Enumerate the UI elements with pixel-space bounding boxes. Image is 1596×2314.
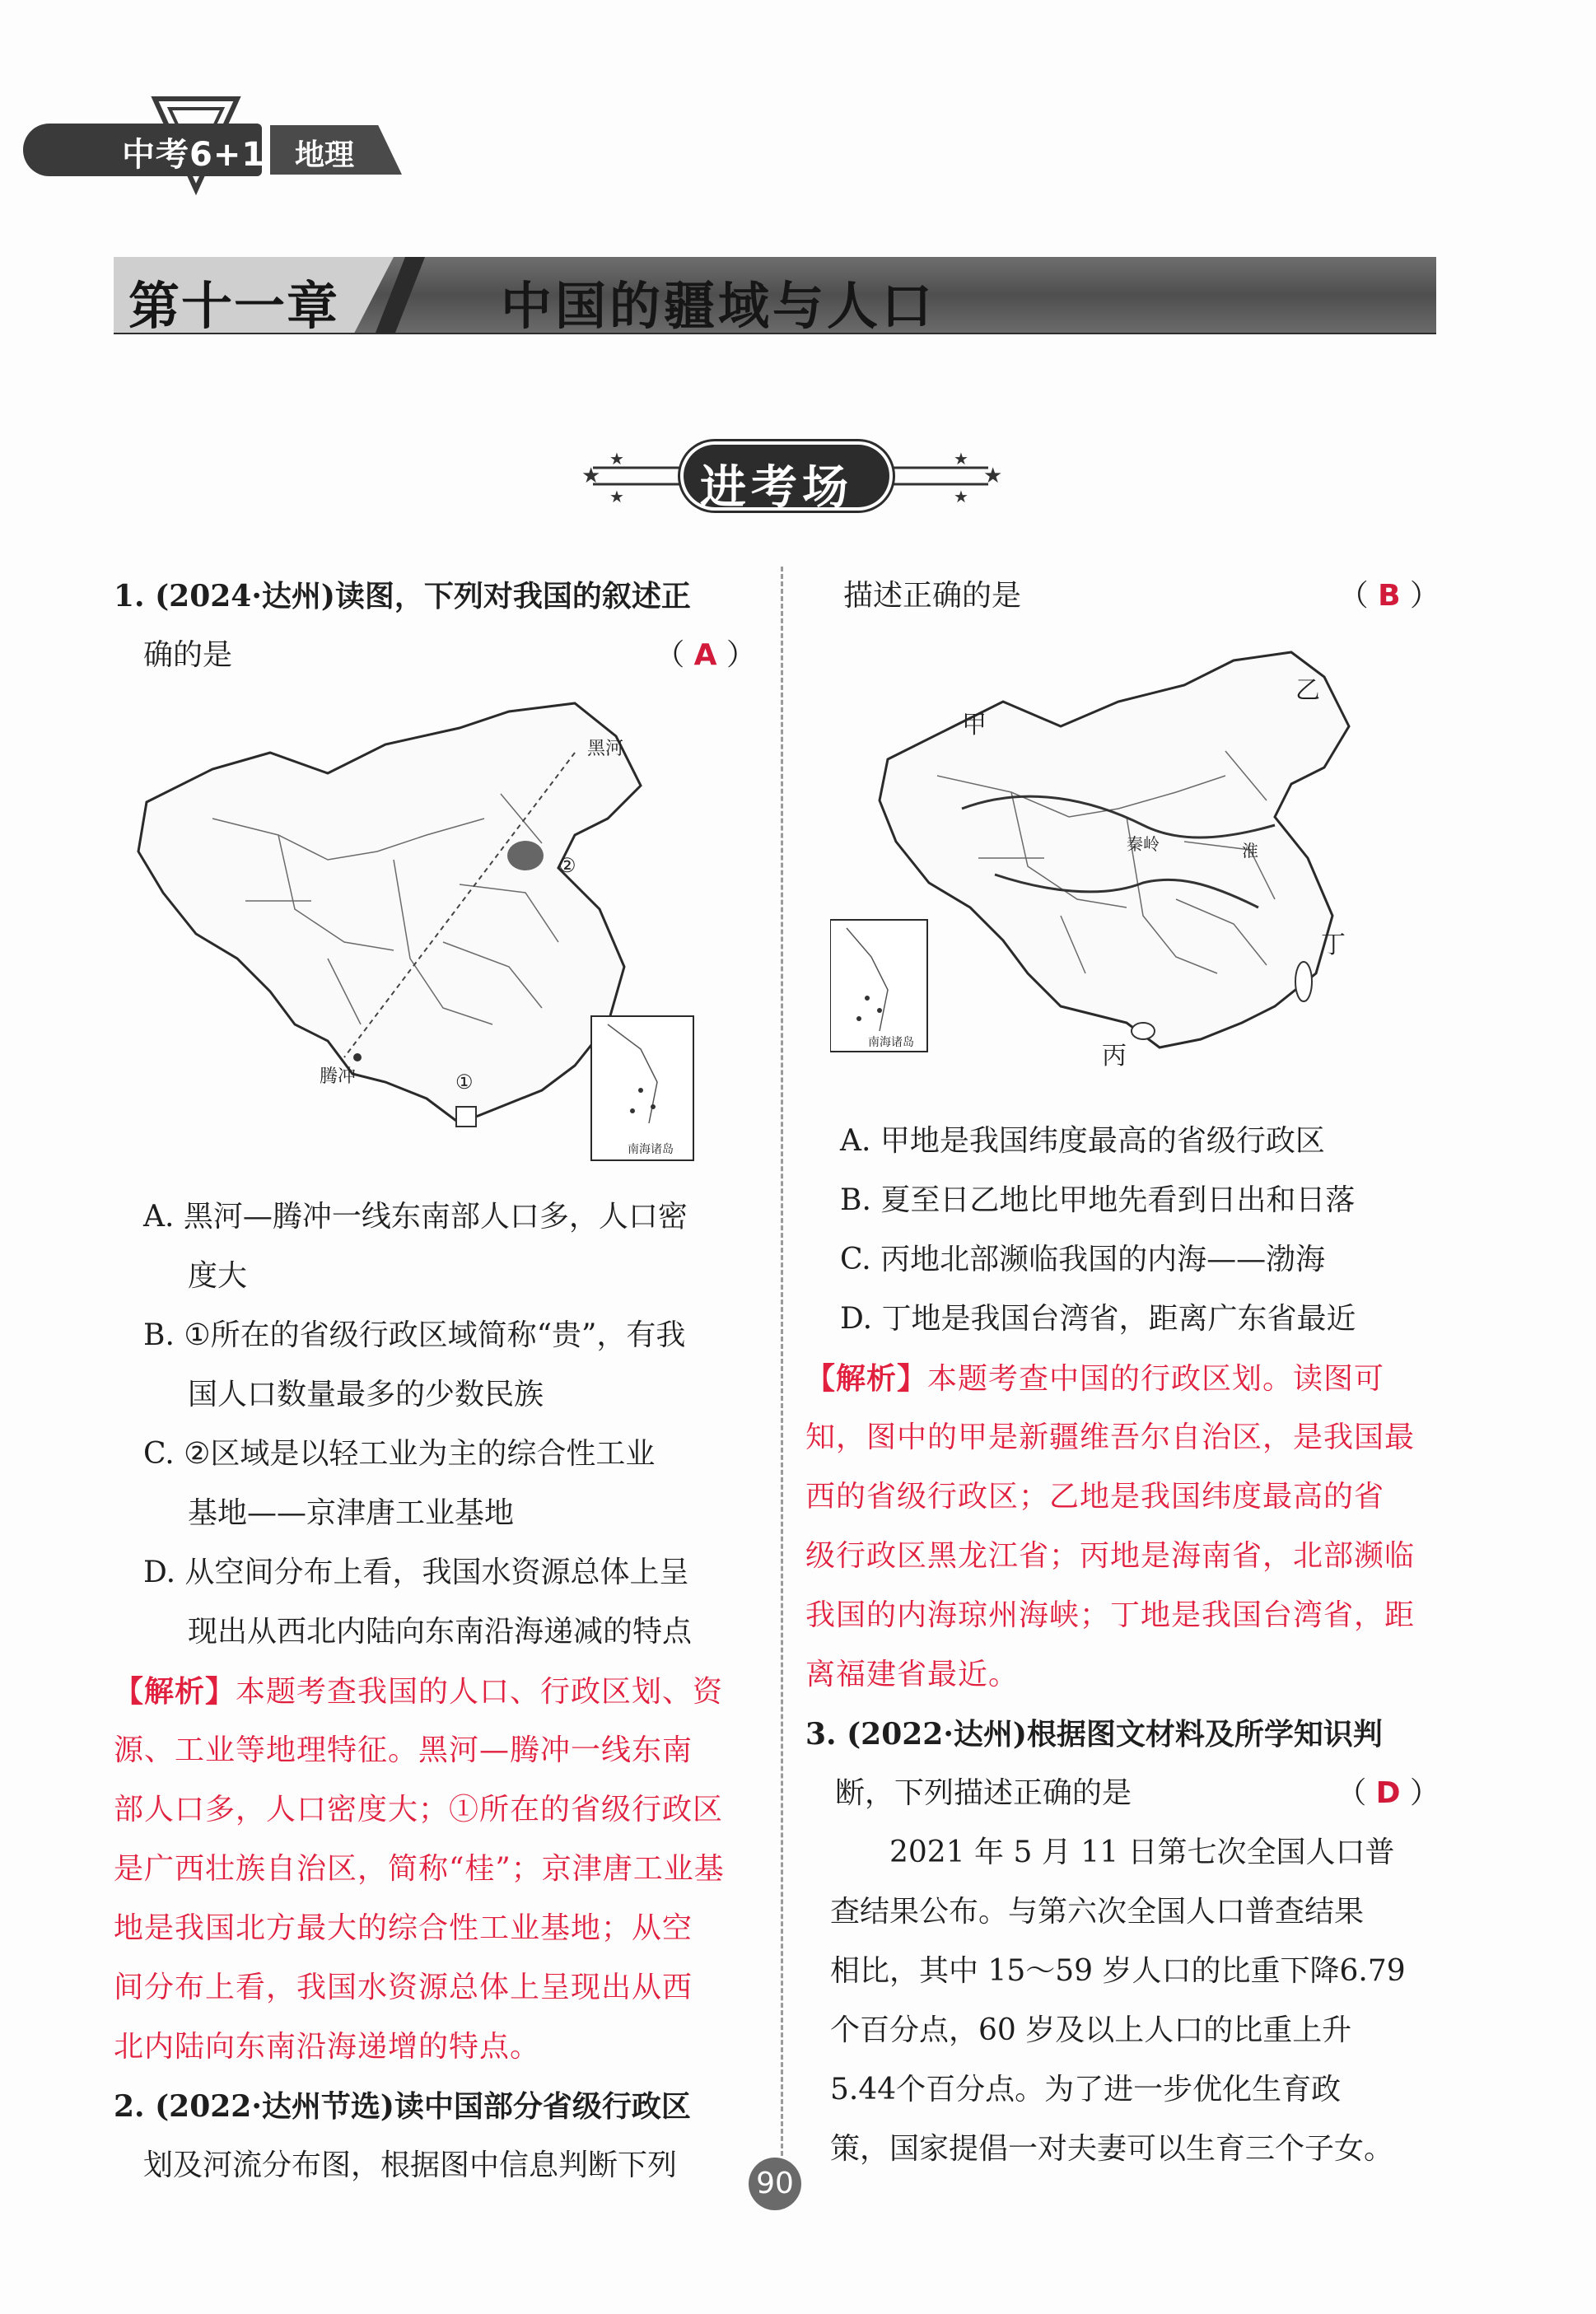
q1-explanation-line-4: 是广西壮族自治区，简称“桂”；京津唐工业基 [114, 1852, 725, 1886]
page-number: 90 [749, 2158, 801, 2210]
q2-option-a: A. 甲地是我国纬度最高的省级行政区 [840, 1124, 1325, 1158]
chapter-title: 中国的疆域与人口 [501, 276, 936, 336]
q3-stem-line-2 [830, 1764, 1440, 1823]
svg-text:★: ★ [609, 487, 624, 506]
q1-explanation-line-1 [114, 1662, 756, 1721]
q2-explanation-1: 本题考查中国的行政区划。读图可 [927, 1362, 1385, 1396]
q1-option-c-cont: 基地——京津唐工业基地 [188, 1496, 515, 1530]
q1-option-a-line-2 [114, 1247, 756, 1306]
svg-text:★: ★ [983, 464, 1003, 488]
q3-paragraph-line-1 [830, 1823, 1440, 1882]
q2-map-label-qinling: 秦岭 [1127, 834, 1160, 854]
q3-stem: 3. (2022·达州)根据图文材料及所学知识判 [805, 1717, 1383, 1752]
q1-explanation-1: 本题考查我国的人口、行政区划、资 [236, 1675, 724, 1709]
section-badge-label: 进考场 [700, 461, 853, 515]
right-column [805, 567, 1440, 2179]
q2-option-b-line [830, 1171, 1440, 1230]
q2-answer: B [1378, 579, 1401, 613]
q3-paragraph-line-6: 策，国家提倡一对夫妻可以生育三个子女。 [830, 2132, 1394, 2166]
q1-map-label-1: ① [455, 1071, 474, 1094]
q1-option-c-line-2 [114, 1484, 756, 1543]
q2-stem-line-2 [114, 2136, 756, 2195]
q3-answer: D [1375, 1776, 1401, 1810]
q1-stem-end: 确的是 [143, 638, 233, 672]
svg-text:★: ★ [609, 449, 624, 469]
q1-option-d: D. 从空间分布上看，我国水资源总体上呈 [143, 1556, 689, 1589]
q1-map-label-tengchong: 腾冲 [320, 1066, 357, 1087]
q3-paragraph-line-5: 5.44个百分点。为了进一步优化生育政 [830, 2073, 1342, 2106]
q2-option-c-line [830, 1230, 1440, 1290]
svg-text:★: ★ [581, 464, 601, 488]
q3-stem-end: 断，下列描述正确的是 [835, 1776, 1132, 1810]
q1-explanation-line-5: 地是我国北方最大的综合性工业基地；从空 [114, 1911, 693, 1945]
q2-map-label-bing: 丙 [1102, 1042, 1127, 1071]
q1-option-a: A. 黑河—腾冲一线东南部人口多，人口密 [143, 1200, 688, 1234]
chapter-banner [114, 257, 1436, 336]
q1-option-d-cont: 现出从西北内陆向东南沿海递减的特点 [188, 1615, 693, 1649]
q2-explanation-line-2: 知，图中的甲是新疆维吾尔自治区，是我国最 [805, 1421, 1416, 1454]
q1-answer: A [693, 638, 717, 672]
q1-option-b-line-1 [114, 1306, 756, 1365]
left-column [114, 567, 756, 2195]
q1-option-d-line-1 [114, 1543, 756, 1603]
q1-option-c: C. ②区域是以轻工业为主的综合性工业 [143, 1437, 656, 1471]
q1-option-b-line-2 [114, 1365, 756, 1425]
q2-map-label-yi: 乙 [1295, 676, 1320, 705]
q2-stem-end: 描述正确的是 [843, 579, 1022, 613]
q2-option-a-line [830, 1112, 1440, 1171]
q1-explanation-line-7: 北内陆向东南沿海递增的特点。 [114, 2030, 541, 2064]
q1-option-b: B. ①所在的省级行政区域简称“贵”，有我 [143, 1318, 686, 1352]
brand-logo [23, 91, 402, 206]
q2-option-d: D. 丁地是我国台湾省，距离广东省最近 [840, 1302, 1356, 1336]
svg-text:★: ★ [954, 449, 968, 469]
q2-map-label-jia: 甲 [962, 711, 987, 739]
q2-map-label-huai: 淮 [1242, 841, 1258, 861]
q1-option-d-line-2 [114, 1603, 756, 1662]
q1-explanation-tag: 【解析】 [114, 1674, 236, 1709]
section-badge [576, 435, 1005, 517]
q1-option-b-cont: 国人口数量最多的少数民族 [188, 1378, 544, 1411]
q2-china-map [830, 636, 1423, 1097]
q2-explanation-line-4: 级行政区黑龙江省；丙地是海南省，北部濒临 [805, 1539, 1416, 1573]
chapter-number: 第十一章 [128, 276, 340, 336]
q2-map-label-islands: 南海诸岛 [868, 1036, 914, 1049]
q1-explanation-line-2: 源、工业等地理特征。黑河—腾冲一线东南 [114, 1733, 693, 1767]
q1-explanation-line-3: 部人口多，人口密度大；①所在的省级行政区 [114, 1793, 724, 1826]
svg-text:★: ★ [954, 487, 968, 506]
q2-stem-line-3 [830, 567, 1440, 626]
q1-option-a-line-1 [114, 1187, 756, 1247]
q1-option-a-cont: 度大 [188, 1259, 248, 1293]
q3-paragraph-line-2: 查结果公布。与第六次全国人口普查结果 [830, 1895, 1365, 1929]
q1-stem: 1. (2024·达州)读图，下列对我国的叙述正 [114, 579, 691, 613]
q3-paragraph-line-3: 相比，其中 15～59 岁人口的比重下降6.79 [830, 1954, 1406, 1988]
q3-paragraph-line-4: 个百分点，60 岁及以上人口的比重上升 [830, 2013, 1352, 2047]
q2-stem-cont: 划及河流分布图，根据图中信息判断下列 [143, 2148, 678, 2182]
q1-explanation-line-6: 间分布上看，我国水资源总体上呈现出从西 [114, 1971, 693, 2004]
q1-map-label-2: ② [558, 854, 576, 877]
q2-stem-line-1 [114, 2077, 756, 2136]
q2-option-c: C. 丙地北部濒临我国的内海——渤海 [840, 1243, 1326, 1276]
q3-answer-bracket: （ D ） [1337, 1776, 1440, 1810]
column-divider [781, 567, 783, 2156]
q2-stem: 2. (2022·达州节选)读中国部分省级行政区 [114, 2089, 691, 2124]
q2-explanation-tag: 【解析】 [805, 1361, 928, 1396]
q2-explanation-line-5: 我国的内海琼州海峡；丁地是我国台湾省，距 [805, 1598, 1416, 1632]
q2-explanation-line-6: 离福建省最近。 [805, 1658, 1020, 1691]
q1-china-map [114, 695, 707, 1173]
subject-label: 地理 [295, 138, 355, 172]
q1-option-c-line-1 [114, 1425, 756, 1484]
q2-explanation-line-3: 西的省级行政区；乙地是我国纬度最高的省 [805, 1480, 1385, 1514]
q3-stem-line-1 [805, 1705, 1440, 1764]
brand-name: 中考6+1 [122, 136, 266, 174]
q1-stem-line-2 [114, 626, 756, 685]
q1-map-label-islands: 南海诸岛 [628, 1143, 674, 1156]
q2-answer-bracket: （ B ） [1338, 579, 1440, 613]
q1-map-label-heihe: 黑河 [587, 739, 624, 759]
q2-explanation-line-1 [805, 1349, 1440, 1408]
q3-paragraph-1: 2021 年 5 月 11 日第七次全国人口普 [889, 1836, 1395, 1869]
q2-option-d-line [830, 1290, 1440, 1349]
q1-answer-bracket: （ A ） [655, 638, 756, 672]
q2-option-b: B. 夏至日乙地比甲地先看到日出和日落 [840, 1183, 1356, 1217]
q2-map-label-ding: 丁 [1321, 931, 1346, 959]
q1-stem-line-1 [114, 567, 756, 626]
